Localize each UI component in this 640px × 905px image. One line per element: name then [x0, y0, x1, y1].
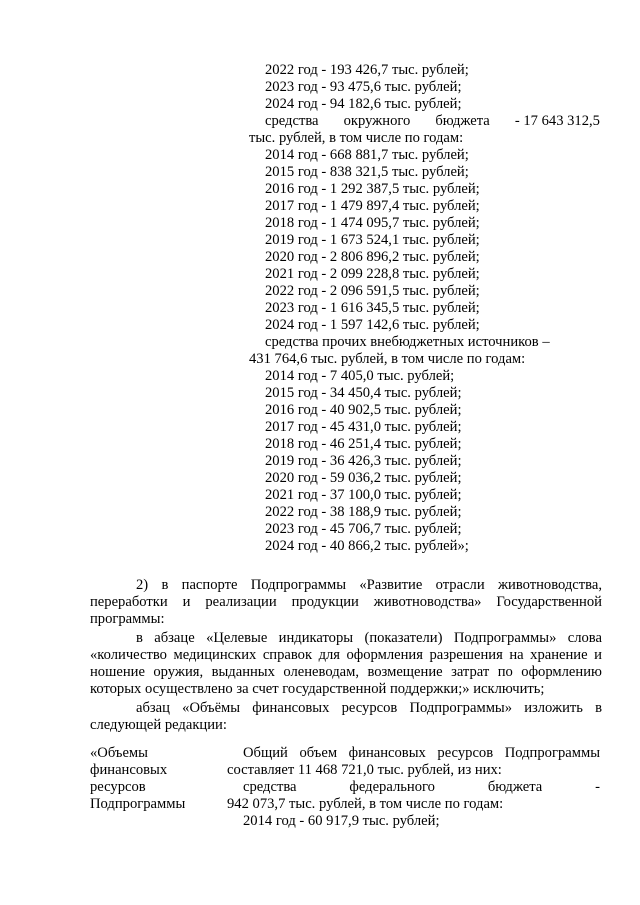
para3-line4: которых осуществлено за счет государственной поддержки;» исключить; — [90, 681, 545, 697]
year-amount-line: 2022 год - 2 096 591,5 тыс. рублей; — [265, 283, 480, 299]
word: возмещение — [367, 664, 443, 680]
year-amount-line: 2022 год - 193 426,7 тыс. рублей; — [265, 62, 469, 78]
table-right-line1 — [227, 745, 600, 762]
table-right-line3 — [227, 779, 600, 796]
year-amount-line: 2023 год - 93 475,6 тыс. рублей; — [265, 79, 462, 95]
para3-line3 — [90, 664, 602, 681]
word: абзаце — [154, 630, 195, 646]
word: слова — [567, 630, 602, 646]
word: «Объёмы — [182, 700, 241, 716]
word: переработки — [90, 594, 168, 610]
word: оружия, — [153, 664, 204, 680]
word: реализации — [205, 594, 277, 610]
year-amount-line: 2014 год - 7 405,0 тыс. рублей; — [265, 368, 455, 384]
year-amount-line: 2023 год - 45 706,7 тыс. рублей; — [265, 521, 462, 537]
word: федерального — [349, 779, 435, 795]
word: Подпрограммы — [504, 745, 600, 761]
word: Государственной — [496, 594, 602, 610]
para3-line1 — [90, 630, 602, 647]
table-left-line: «Объемы — [90, 745, 148, 761]
word: выданных — [211, 664, 275, 680]
table-right-column — [227, 745, 600, 830]
para3-line2 — [90, 647, 602, 664]
word: продукции — [291, 594, 359, 610]
word: оформлению — [521, 664, 602, 680]
table-left-line: Подпрограммы — [90, 796, 186, 812]
word: - 17 643 312,5 — [514, 113, 600, 129]
year-amount-line: 2019 год - 36 426,3 тыс. рублей; — [265, 453, 462, 469]
word: в — [595, 700, 602, 716]
year-amount-line: 2022 год - 38 188,9 тыс. рублей; — [265, 504, 462, 520]
word: абзац — [136, 700, 170, 716]
word: в — [161, 577, 169, 593]
word: Подпрограммы» — [409, 700, 513, 716]
word: 2) — [136, 577, 149, 593]
word: Общий — [243, 745, 288, 761]
year-amount-line: 2018 год - 1 474 095,7 тыс. рублей; — [265, 215, 480, 231]
table-right-line4: 942 073,7 тыс. рублей, в том числе по годам: — [227, 796, 504, 812]
word: медицинских — [173, 647, 257, 663]
table-right-line2: составляет 11 468 721,0 тыс. рублей, из них: — [227, 762, 502, 778]
word: оформления — [346, 647, 423, 663]
word: хранение — [530, 647, 588, 663]
table-left-line: финансовых — [90, 762, 168, 778]
word: Подпрограммы» — [453, 630, 557, 646]
word: разрешения — [429, 647, 503, 663]
year-amount-line: 2014 год - 668 881,7 тыс. рублей; — [265, 147, 469, 163]
word: животноводства, — [497, 577, 602, 593]
amendment-text — [90, 577, 602, 734]
year-amount-line: 2016 год - 1 292 387,5 тыс. рублей; — [265, 181, 480, 197]
word: средства — [243, 779, 297, 795]
table-left-column — [90, 745, 220, 813]
word: затрат — [451, 664, 490, 680]
word: финансовых — [348, 745, 426, 761]
para4-line2: следующей редакции: — [90, 717, 227, 733]
year-amount-line: 2017 год - 45 431,0 тыс. рублей; — [265, 419, 462, 435]
word: и — [182, 594, 191, 610]
word: на — [509, 647, 524, 663]
year-amount-line: 2024 год - 94 182,6 тыс. рублей; — [265, 96, 462, 112]
para4-line1 — [90, 700, 602, 717]
word: объем — [299, 745, 338, 761]
word: «Целевые — [206, 630, 268, 646]
word: изложить — [524, 700, 583, 716]
year-amount-line: 2021 год - 2 099 228,8 тыс. рублей; — [265, 266, 480, 282]
word: ресурсов — [341, 700, 398, 716]
word: «количество — [90, 647, 167, 663]
year-amount-line: 2015 год - 34 450,4 тыс. рублей; — [265, 385, 462, 401]
word: финансовых — [252, 700, 330, 716]
year-amount-line: 2020 год - 2 806 896,2 тыс. рублей; — [265, 249, 480, 265]
table-left-line: ресурсов — [90, 779, 146, 795]
word: отрасли — [435, 577, 485, 593]
year-amount-line: 2020 год - 59 036,2 тыс. рублей; — [265, 470, 462, 486]
word: «Развитие — [359, 577, 423, 593]
year-amount-line: 2021 год - 37 100,0 тыс. рублей; — [265, 487, 462, 503]
word: животноводства» — [373, 594, 482, 610]
word: ресурсов — [437, 745, 494, 761]
para2-line3: программы: — [90, 611, 165, 627]
funding-by-year-block — [249, 62, 600, 555]
okrug-budget-intro-continued: тыс. рублей, в том числе по годам: — [249, 130, 464, 146]
word: ношение — [90, 664, 145, 680]
word: бюджета — [487, 779, 543, 795]
word: средства — [265, 113, 319, 129]
para2-line1 — [90, 577, 602, 594]
word: окружного — [343, 113, 411, 129]
table-right-line5: 2014 год - 60 917,9 тыс. рублей; — [243, 813, 440, 829]
word: Подпрограммы — [250, 577, 347, 593]
year-amount-line: 2017 год - 1 479 897,4 тыс. рублей; — [265, 198, 480, 214]
para2-line2 — [90, 594, 602, 611]
word: индикаторы — [278, 630, 354, 646]
year-amount-line: 2024 год - 40 866,2 тыс. рублей»; — [265, 538, 469, 554]
word: (показатели) — [364, 630, 443, 646]
other-sources-intro-continued: 431 764,6 тыс. рублей, в том числе по годам: — [249, 351, 526, 367]
other-sources-intro: средства прочих внебюджетных источников – — [265, 334, 550, 350]
word: для — [318, 647, 340, 663]
year-amount-line: 2018 год - 46 251,4 тыс. рублей; — [265, 436, 462, 452]
word: справок — [262, 647, 313, 663]
word: паспорте — [181, 577, 238, 593]
okrug-budget-intro — [249, 113, 600, 130]
word: бюджета — [435, 113, 490, 129]
word: - — [595, 779, 600, 795]
year-amount-line: 2015 год - 838 321,5 тыс. рублей; — [265, 164, 469, 180]
year-amount-line: 2019 год - 1 673 524,1 тыс. рублей; — [265, 232, 480, 248]
year-amount-line: 2023 год - 1 616 345,5 тыс. рублей; — [265, 300, 480, 316]
word: в — [136, 630, 143, 646]
word: по — [497, 664, 513, 680]
year-amount-line: 2016 год - 40 902,5 тыс. рублей; — [265, 402, 462, 418]
year-amount-line: 2024 год - 1 597 142,6 тыс. рублей; — [265, 317, 480, 333]
word: и — [594, 647, 602, 663]
word: оленеводам, — [283, 664, 359, 680]
